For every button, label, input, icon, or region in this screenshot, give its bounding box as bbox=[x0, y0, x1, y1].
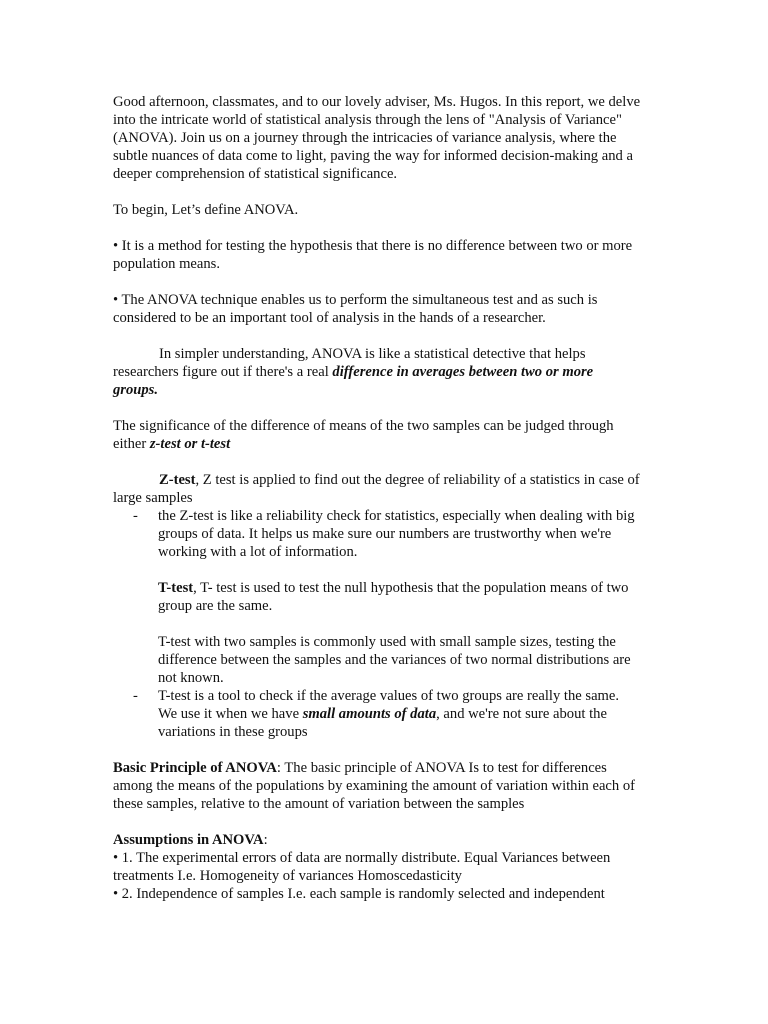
ttest-dash-text-after: , and we're not sure about the variations in these groups bbox=[158, 706, 607, 740]
assumption-item-2: • 2. Independence of samples I.e. each sample is randomly selected and independent bbox=[113, 886, 605, 902]
principle-paragraph bbox=[113, 759, 641, 813]
assumptions-label: Assumptions in ANOVA bbox=[113, 832, 264, 848]
ttest-text: , T- test is used to test the null hypothesis that the population means of two group are the same. bbox=[158, 580, 629, 614]
simpler-paragraph bbox=[113, 345, 641, 399]
define-paragraph: To begin, Let’s define ANOVA. bbox=[113, 202, 299, 218]
significance-emphasis: z-test or t-test bbox=[149, 436, 231, 452]
assumption-item-1: • 1. The experimental errors of data are normally distribute. Equal Variances between treatments I.e. Homogeneity of variances Homoscedasticity bbox=[113, 850, 611, 884]
ztest-dash-item bbox=[113, 507, 641, 561]
ttest-dash-item bbox=[113, 687, 641, 741]
bullet-paragraph-2: • The ANOVA technique enables us to perform the simultaneous test and as such is considered to be an important tool of analysis in the hands of a researcher. bbox=[113, 292, 598, 326]
ztest-paragraph bbox=[113, 471, 641, 507]
bullet-paragraph-1: • It is a method for testing the hypothesis that there is no difference between two or more population means. bbox=[113, 238, 633, 272]
ztest-text: , Z test is applied to find out the degree of reliability of a statistics in case of large samples bbox=[113, 472, 640, 506]
intro-paragraph: Good afternoon, classmates, and to our lovely adviser, Ms. Hugos. In this report, we delve into the intricate world of statistical analysis through the lens of "Analysis of Variance" (ANOVA). Join us on a journey through the intricacies of variance analysis, where the subtle nuances of data come to light, paving the way for informed decision-making and a deeper comprehension of statistical significance. bbox=[113, 94, 641, 182]
principle-label: Basic Principle of ANOVA bbox=[113, 760, 277, 776]
ttest-paragraph bbox=[113, 579, 641, 615]
ttest-dash-text-before: T-test is a tool to check if the average values of two groups are really the same. We use it when we have bbox=[158, 688, 620, 722]
document-body bbox=[113, 93, 641, 903]
ztest-dash-text: the Z-test is like a reliability check for statistics, especially when dealing with big groups of data. It helps us make sure our numbers are trustworthy when we're working with a lot of information. bbox=[158, 508, 635, 560]
assumptions-colon: : bbox=[263, 832, 268, 848]
dash-marker: - bbox=[133, 508, 138, 524]
ttest-paragraph-2: T-test with two samples is commonly used with small sample sizes, testing the difference between the samples and the variances of two normal distributions are not known. bbox=[158, 634, 631, 686]
significance-paragraph bbox=[113, 417, 641, 453]
ttest-dash-emphasis: small amounts of data bbox=[302, 706, 437, 722]
dash-marker: - bbox=[133, 688, 138, 704]
principle-text: : The basic principle of ANOVA Is to test for differences among the means of the populations by examining the amount of variation within each of these samples, relative to the amount of variation between the samples bbox=[113, 760, 636, 812]
assumptions-heading bbox=[113, 831, 641, 849]
ttest-label: T-test bbox=[158, 580, 194, 596]
simpler-emphasis: difference in averages between two or more groups. bbox=[113, 364, 594, 398]
simpler-text: In simpler understanding, ANOVA is like a statistical detective that helps researchers figure out if there's a real bbox=[113, 346, 586, 380]
significance-text: The significance of the difference of means of the two samples can be judged through either bbox=[113, 418, 614, 452]
ztest-label: Z-test bbox=[159, 472, 196, 488]
